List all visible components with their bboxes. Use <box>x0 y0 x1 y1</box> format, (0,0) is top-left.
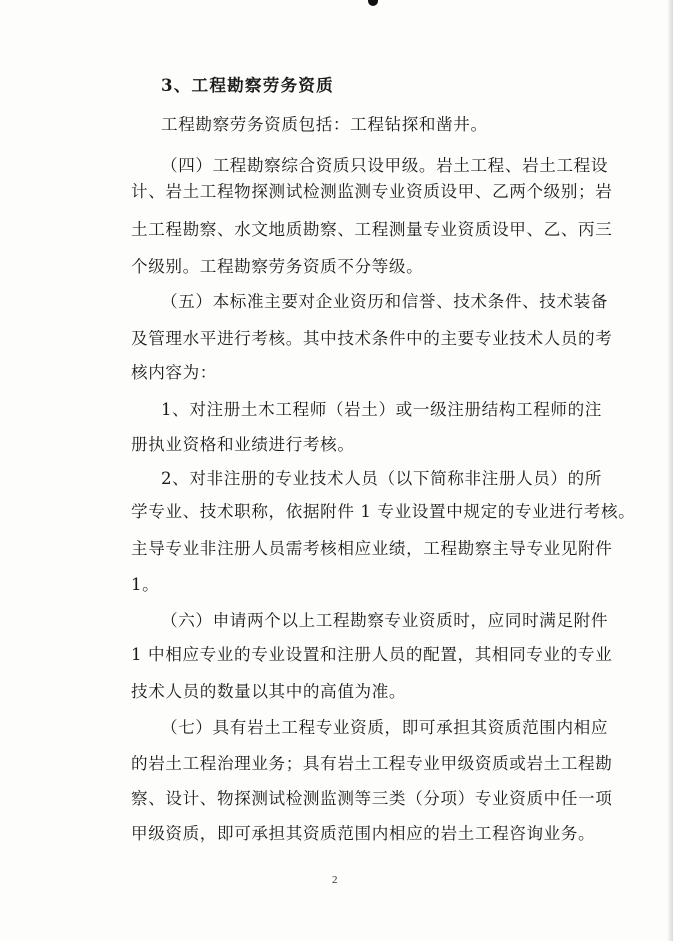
paragraph-line: （七）具有岩土工程专业资质，即可承担其资质范围内相应 <box>161 718 609 737</box>
paragraph-line: 甲级资质，即可承担其资质范围内相应的岩土工程咨询业务。 <box>131 824 596 843</box>
paragraph-line: 的岩土工程治理业务；具有岩土工程专业甲级资质或岩土工程勘 <box>131 754 613 773</box>
paragraph-line: 技术人员的数量以其中的高值为准。 <box>131 682 407 701</box>
paragraph-line: 主导专业非注册人员需考核相应业绩，工程勘察主导专业见附件 <box>131 539 613 558</box>
paragraph-line: 1、对注册土木工程师（岩土）或一级注册结构工程师的注 <box>161 400 602 419</box>
section-heading: 3、工程勘察劳务资质 <box>161 75 334 95</box>
paragraph-line: 土工程勘察、水文地质勘察、工程测量专业资质设甲、乙、丙三 <box>131 220 613 239</box>
paragraph-line: 计、岩土工程物探测试检测监测专业资质设甲、乙两个级别；岩 <box>131 182 613 201</box>
paragraph-line: （五）本标准主要对企业资历和信誉、技术条件、技术装备 <box>161 292 609 311</box>
paragraph-line: （四）工程勘察综合资质只设甲级。岩土工程、岩土工程设 <box>161 156 609 175</box>
paragraph-line: 1 中相应专业的专业设置和注册人员的配置，其相同专业的专业 <box>131 645 613 664</box>
paragraph-line: 1。 <box>131 575 160 594</box>
page-number: 2 <box>332 874 338 886</box>
paragraph-line: 个级别。工程勘察劳务资质不分等级。 <box>131 257 424 276</box>
paragraph-line: 2、对非注册的专业技术人员（以下简称非注册人员）的所 <box>161 469 602 488</box>
scan-edge-shadow <box>667 0 673 941</box>
paragraph-line: 学专业、技术职称，依据附件 1 专业设置中规定的专业进行考核。 <box>131 502 636 521</box>
paragraph-line: 工程勘察劳务资质包括：工程钻探和凿井。 <box>161 115 488 134</box>
paragraph-line: （六）申请两个以上工程勘察专业资质时，应同时满足附件 <box>161 611 609 630</box>
paragraph-line: 册执业资格和业绩进行考核。 <box>131 435 355 454</box>
scan-ink-mark <box>368 0 378 6</box>
paragraph-line: 及管理水平进行考核。其中技术条件中的主要专业技术人员的考 <box>131 329 613 348</box>
paragraph-line: 核内容为： <box>131 363 217 382</box>
paragraph-line: 察、设计、物探测试检测监测等三类（分项）专业资质中任一项 <box>131 789 613 808</box>
